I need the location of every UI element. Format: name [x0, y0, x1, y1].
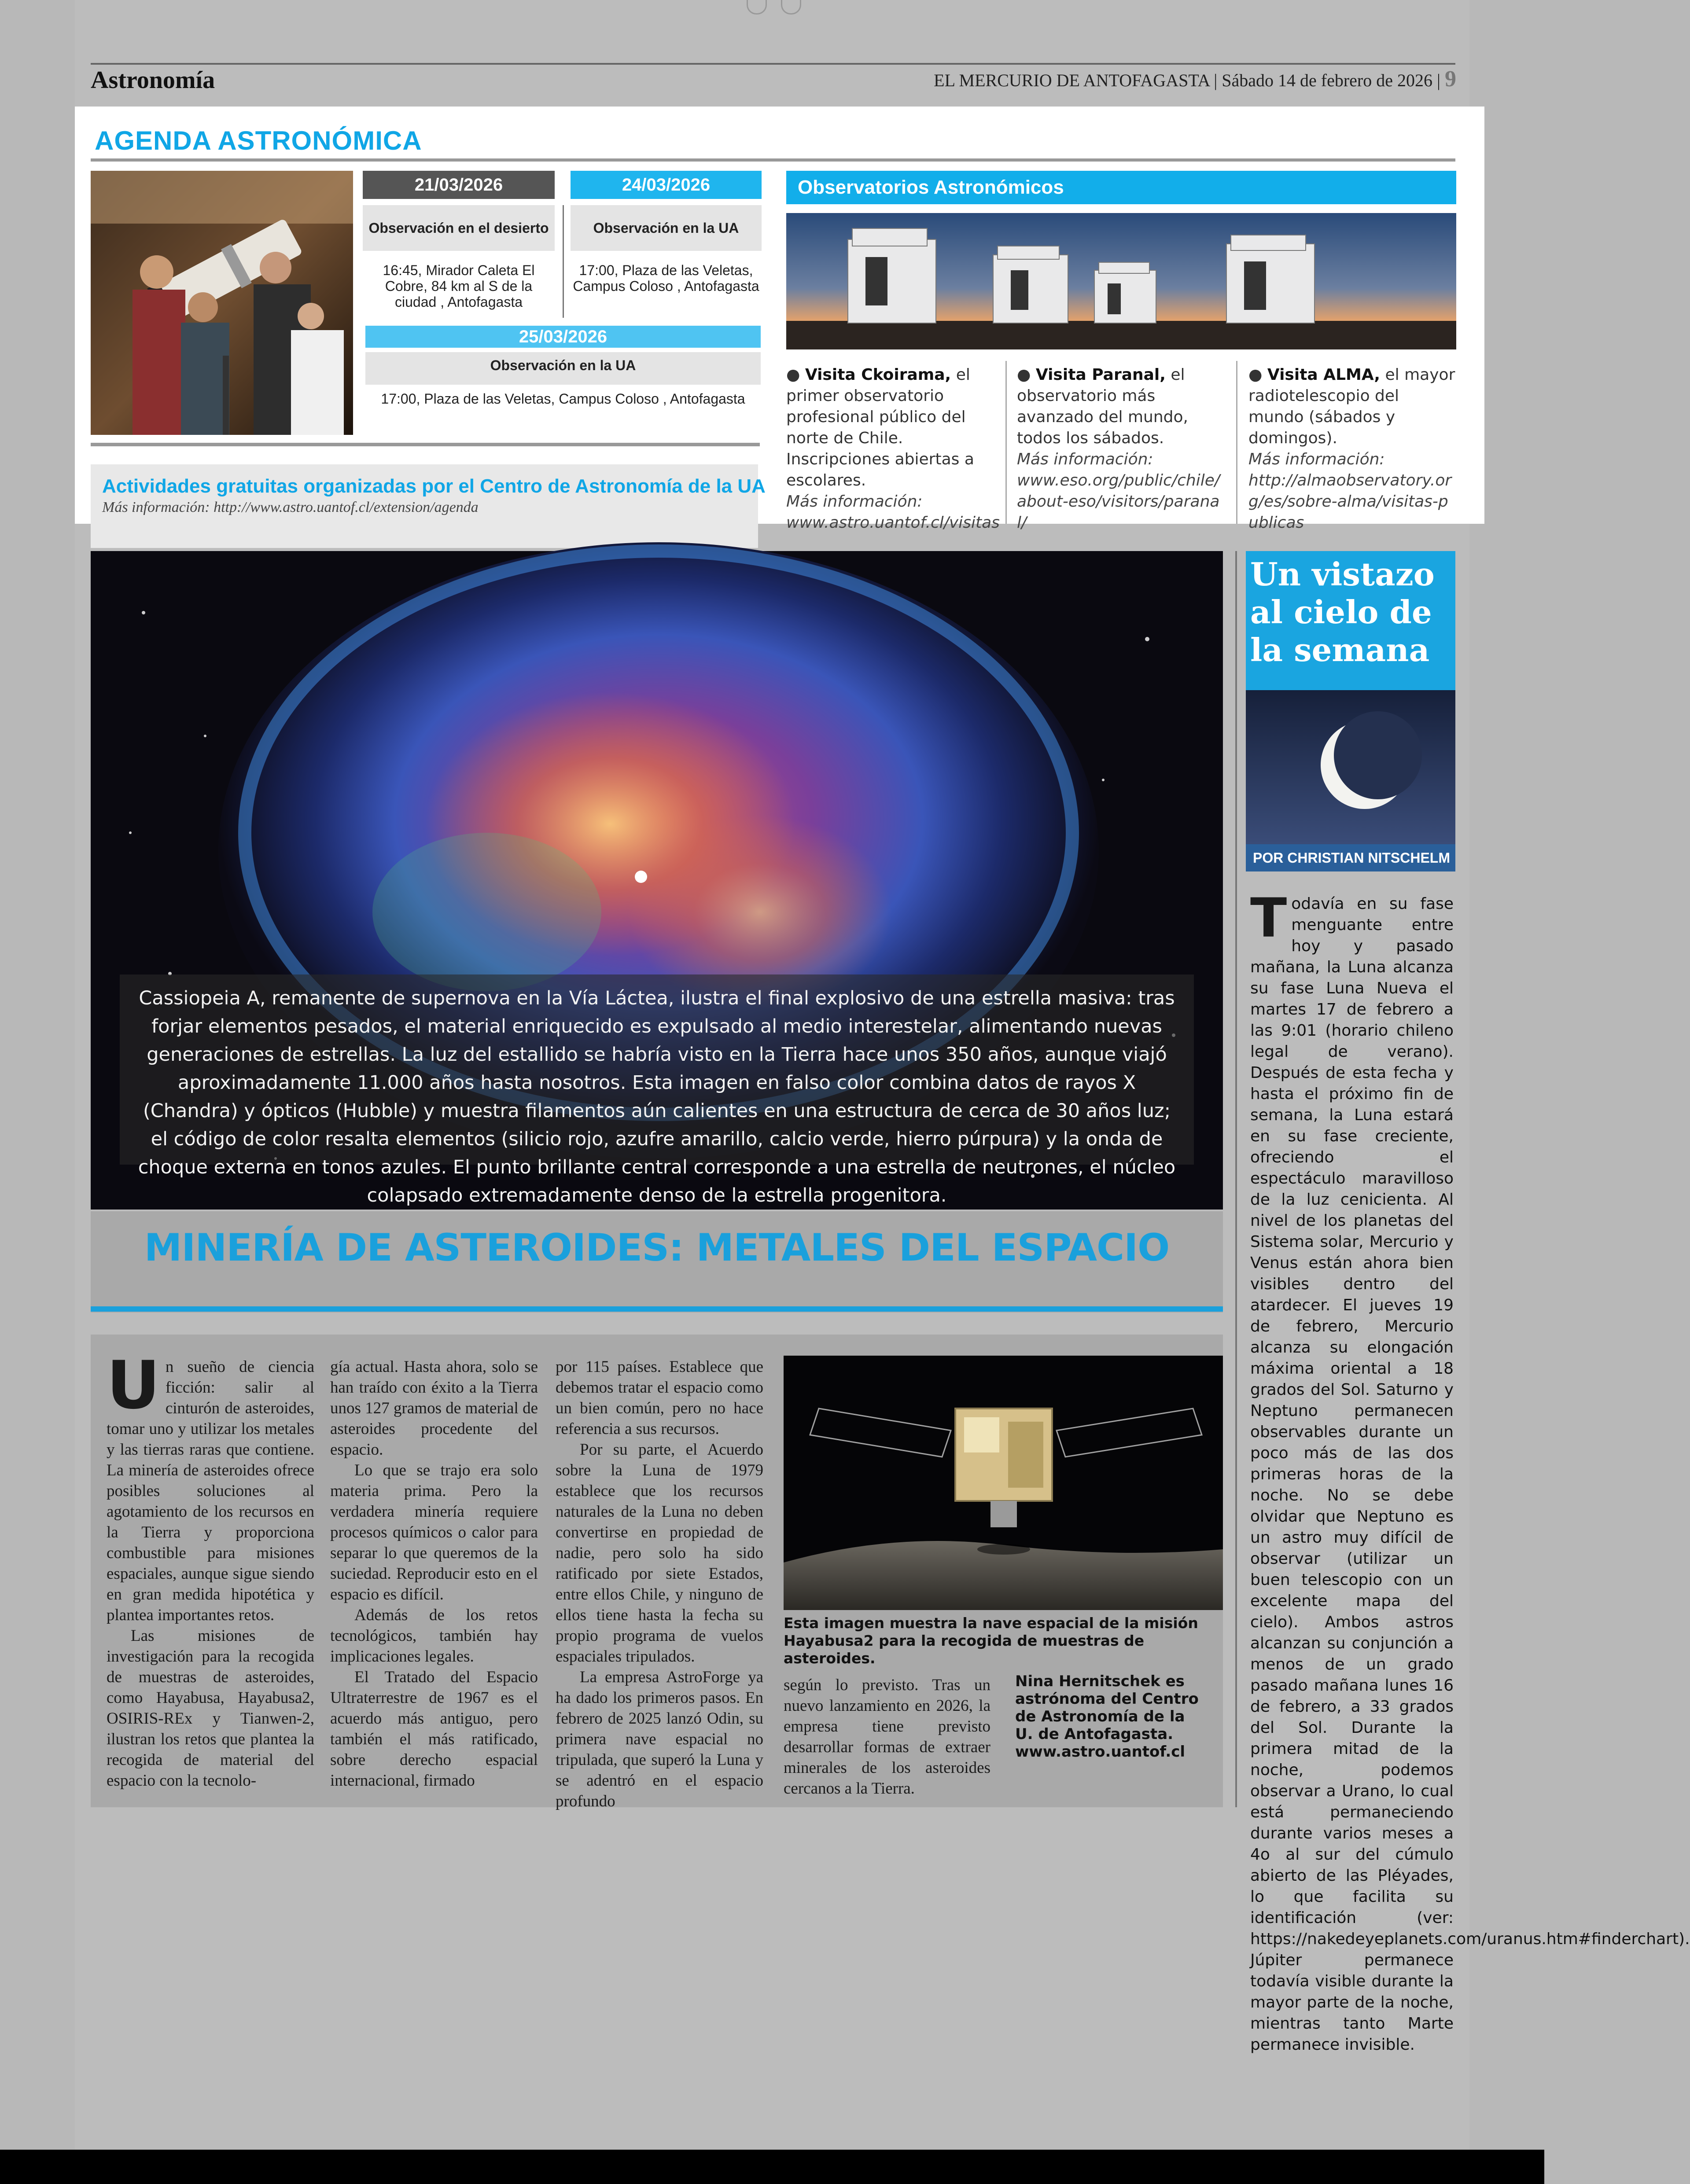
event-date-2: 24/03/2026 — [571, 171, 762, 199]
agenda-title: AGENDA ASTRONÓMICA — [95, 126, 422, 155]
event-detail-1: 16:45, Mirador Caleta El Cobre, 84 km al S de la ciudad , Antofagasta — [383, 262, 535, 310]
visit-url[interactable]: http://almaobservatory.org/es/sobre-alma/visitas-publicas — [1248, 471, 1452, 532]
bottom-bar — [0, 2150, 1544, 2184]
visit-alma — [1248, 364, 1455, 533]
article-column-2 — [330, 1357, 538, 1791]
observatories-title: Observatorios Astronómicos — [786, 171, 1456, 204]
article-column-1 — [107, 1347, 314, 1791]
visit-more-label: Más información: — [1248, 450, 1385, 468]
event-name-3: Observación en la UA — [365, 352, 761, 385]
visit-paranal — [1017, 364, 1224, 533]
observatory-domes-photo — [786, 213, 1456, 349]
sidebar-title: Un vistazo al cielo de la semana — [1250, 555, 1435, 669]
header-info: EL MERCURIO DE ANTOFAGASTA | Sábado 14 de febrero de 2026 | 9 — [934, 66, 1456, 92]
bullet-icon: ● — [1017, 366, 1036, 384]
image-caption: Cassiopeia A, remanente de supernova en la Vía Láctea, ilustra el final explosivo de una estrella masiva: tras forjar elementos pesados, el material enriquecido es expulsado al medio interestelar, alimentando nuevas generaciones de estrellas. La luz del estallido se habría visto en la Tierra hace unos 350 años, aunque viajó aproximadamente 11.000 años hasta nosotros. Esta imagen en falso color combina datos de rayos X (Chandra) y ópticos (Hubble) y muestra filamentos aún calientes en una estructura de cerca de 30 años luz; el código de color resalta elementos (silicio rojo, azufre amarillo, calcio verde, hierro púrpura) y la onda de choque externa en tonos azules. El punto brillante central corresponde a una estrella de neutrones, el núcleo colapsado extremadamente denso de la estrella progenitora. — [138, 987, 1176, 1206]
bullet-icon: ● — [1248, 366, 1267, 384]
article-column-3 — [556, 1357, 763, 1812]
paragraph: Las misiones de investigación para la recogida de muestras de asteroides, como Hayabusa, Hayabusa2, OSIRIS-REx y Tianwen-2, ilustran los retos que plantea la recogida de material del espacio con la tecnolo- — [107, 1627, 314, 1790]
event-detail-2: 17:00, Plaza de las Veletas, Campus Coloso , Antofagasta — [573, 262, 759, 294]
bullet-icon: ● — [786, 366, 805, 384]
visit-name: Visita Ckoirama, — [805, 366, 951, 384]
paragraph: El Tratado del Espacio Ultraterrestre de 1967 es el acuerdo más antiguo, pero también el más ratificado, sobre derecho espacial internacional, firmado — [330, 1668, 538, 1790]
section-name: Astronomía — [91, 66, 215, 94]
paragraph: según lo previsto. Tras un nuevo lanzamiento en 2026, la empresa tiene previsto desarrollar formas de extraer minerales de los asteroides cercanos a la Tierra. — [784, 1676, 990, 1798]
sidebar-byline: POR CHRISTIAN NITSCHELM — [1246, 844, 1455, 871]
visit-divider — [1236, 361, 1237, 524]
visit-divider — [1005, 361, 1007, 524]
sidebar-body: odavía en su fase menguante entre hoy y pasado mañana, la Luna alcanza su fase Luna Nueva el martes 17 de febrero a las 9:01 (horario chileno legal de verano). Después de esta fecha y hasta el próximo fin de semana, la Luna estará en su fase creciente, ofreciendo el espectáculo maravilloso de la luz cenicienta. Al nivel de los planetas del Sistema solar, Mercurio y Venus están ahora bien visibles dentro del atardecer. El jueves 19 de febrero, Mercurio alcanza su elongación máxima oriental a 18 grados del Sol. Saturno y Neptuno permanecen observables durante un poco más de las dos primeras horas de la noche. No se debe olvidar que Neptuno es un astro muy difícil de observar (utilizar un buen telescopio con un excelente mapa del cielo). Ambos astros alcanzan su conjunción a menos de un grado pasado mañana lunes 16 de febrero, a 33 grados del Sol. Durante la primera mitad de la noche, podemos observar a Urano, lo cual está permaneciendo durante varios meses a 4o al sur del cúmulo abierto de las Pléyades, lo que facilita su identificación (ver: https://nakedeyeplanets.com/uranus.htm#finderchart). Júpiter permanece todavía visible durante la mayor parte de la noche, mientras tanto Marte permanece invisible. — [1250, 895, 1690, 2054]
sidebar-dropcap: T — [1250, 887, 1287, 949]
header-rule — [91, 63, 1455, 65]
article-dropcap: U — [107, 1347, 160, 1424]
paragraph: Lo que se trajo era solo materia prima. Pero la verdadera minería requiere procesos químicos o calor para separar lo que queremos de la suciedad. Reproducir esto en el espacio es difícil. — [330, 1461, 538, 1603]
event-date-3: 25/03/2026 — [365, 326, 761, 348]
event-name-1: Observación en el desierto — [363, 205, 555, 251]
agenda-rule — [91, 158, 1455, 162]
visit-text: el observatorio más avanzado del mundo, todos los sábados. — [1017, 366, 1188, 447]
visit-text: el primer observatorio profesional público del norte de Chile. Inscripciones abiertas a escolares. — [786, 366, 974, 489]
free-activities-link[interactable]: Más información: http://www.astro.uantof.cl/extension/agenda — [102, 499, 479, 515]
paragraph: gía actual. Hasta ahora, solo se han traído con éxito a la Tierra unos 127 gramos de material de asteroides procedente del espacio. — [330, 1358, 538, 1459]
paragraph: por 115 países. Establece que debemos tratar el espacio como un bien común, pero no hace referencia a sus recursos. — [556, 1358, 763, 1438]
issue-date: Sábado 14 de febrero de 2026 — [1222, 70, 1432, 90]
visit-url[interactable]: www.astro.uantof.cl/visitas — [786, 514, 1000, 532]
article-headline: MINERÍA DE ASTEROIDES: METALES DEL ESPACIO — [144, 1226, 1170, 1270]
telescope-observation-photo — [91, 171, 353, 435]
hayabusa2-photo — [784, 1356, 1223, 1610]
visit-url[interactable]: www.eso.org/public/chile/about-eso/visitors/paranal/ — [1017, 471, 1220, 532]
visit-name: Visita ALMA, — [1267, 366, 1381, 384]
visit-more-label: Más información: — [1017, 450, 1153, 468]
event-detail-3: 17:00, Plaza de las Veletas, Campus Coloso , Antofagasta — [381, 391, 745, 407]
paragraph: n sueño de ciencia ficción: salir al cinturón de asteroides, tomar uno y utilizar los metales y las tierras raras que contiene. La minería de asteroides ofrece posibles soluciones al agotamiento de los recursos en la Tierra y proporciona combustible para misiones espaciales, aunque sigue siendo en gran medida hipotética y plantea importantes retos. — [107, 1358, 314, 1624]
free-activities-title: Actividades gratuitas organizadas por el Centro de Astronomía de la UA — [102, 475, 766, 497]
visit-name: Visita Paranal, — [1035, 366, 1166, 384]
headline-rule — [91, 1306, 1223, 1312]
visit-more-label: Más información: — [786, 493, 923, 511]
paragraph: Por su parte, el Acuerdo sobre la Luna de 1979 establece que los recursos naturales de la Luna no deben convertirse en propiedad de nadie, pero solo ha sido ratificado por siete Estados, entre ellos Chile, y ninguno de ellos tiene hasta la fecha su propio programa de vuelos espaciales tripulados. — [556, 1441, 763, 1666]
author-bio: Nina Hernitschek es astrónoma del Centro de Astronomía de la U. de Antofagasta. www.astro.uantof.cl — [1015, 1673, 1199, 1761]
event-divider — [563, 205, 564, 318]
moon-photo — [1246, 690, 1455, 844]
page-number: 9 — [1445, 66, 1456, 92]
visit-text: el mayor radiotelescopio del mundo (sábados y domingos). — [1248, 366, 1455, 447]
photo-caption: Esta imagen muestra la nave espacial de la misión Hayabusa2 para la recogida de muestras de asteroides. — [784, 1614, 1198, 1667]
sidebar-text — [1250, 887, 1690, 2055]
event-date-1: 21/03/2026 — [363, 171, 555, 199]
event-name-2: Observación en la UA — [571, 205, 762, 251]
publication-name: EL MERCURIO DE ANTOFAGASTA — [934, 70, 1210, 90]
paragraph: La empresa AstroForge ya ha dado los primeros pasos. En febrero de 2025 lanzó Odin, su primera nave espacial no tripulada, que superó la Luna y se adentró en el espacio profundo — [556, 1668, 763, 1810]
agenda-bottom-rule — [91, 443, 760, 446]
paragraph: Además de los retos tecnológicos, también hay implicaciones legales. — [330, 1606, 538, 1666]
visit-ckoirama — [786, 364, 1000, 533]
sidebar-rule — [1235, 551, 1237, 1807]
article-column-4 — [784, 1675, 990, 1799]
